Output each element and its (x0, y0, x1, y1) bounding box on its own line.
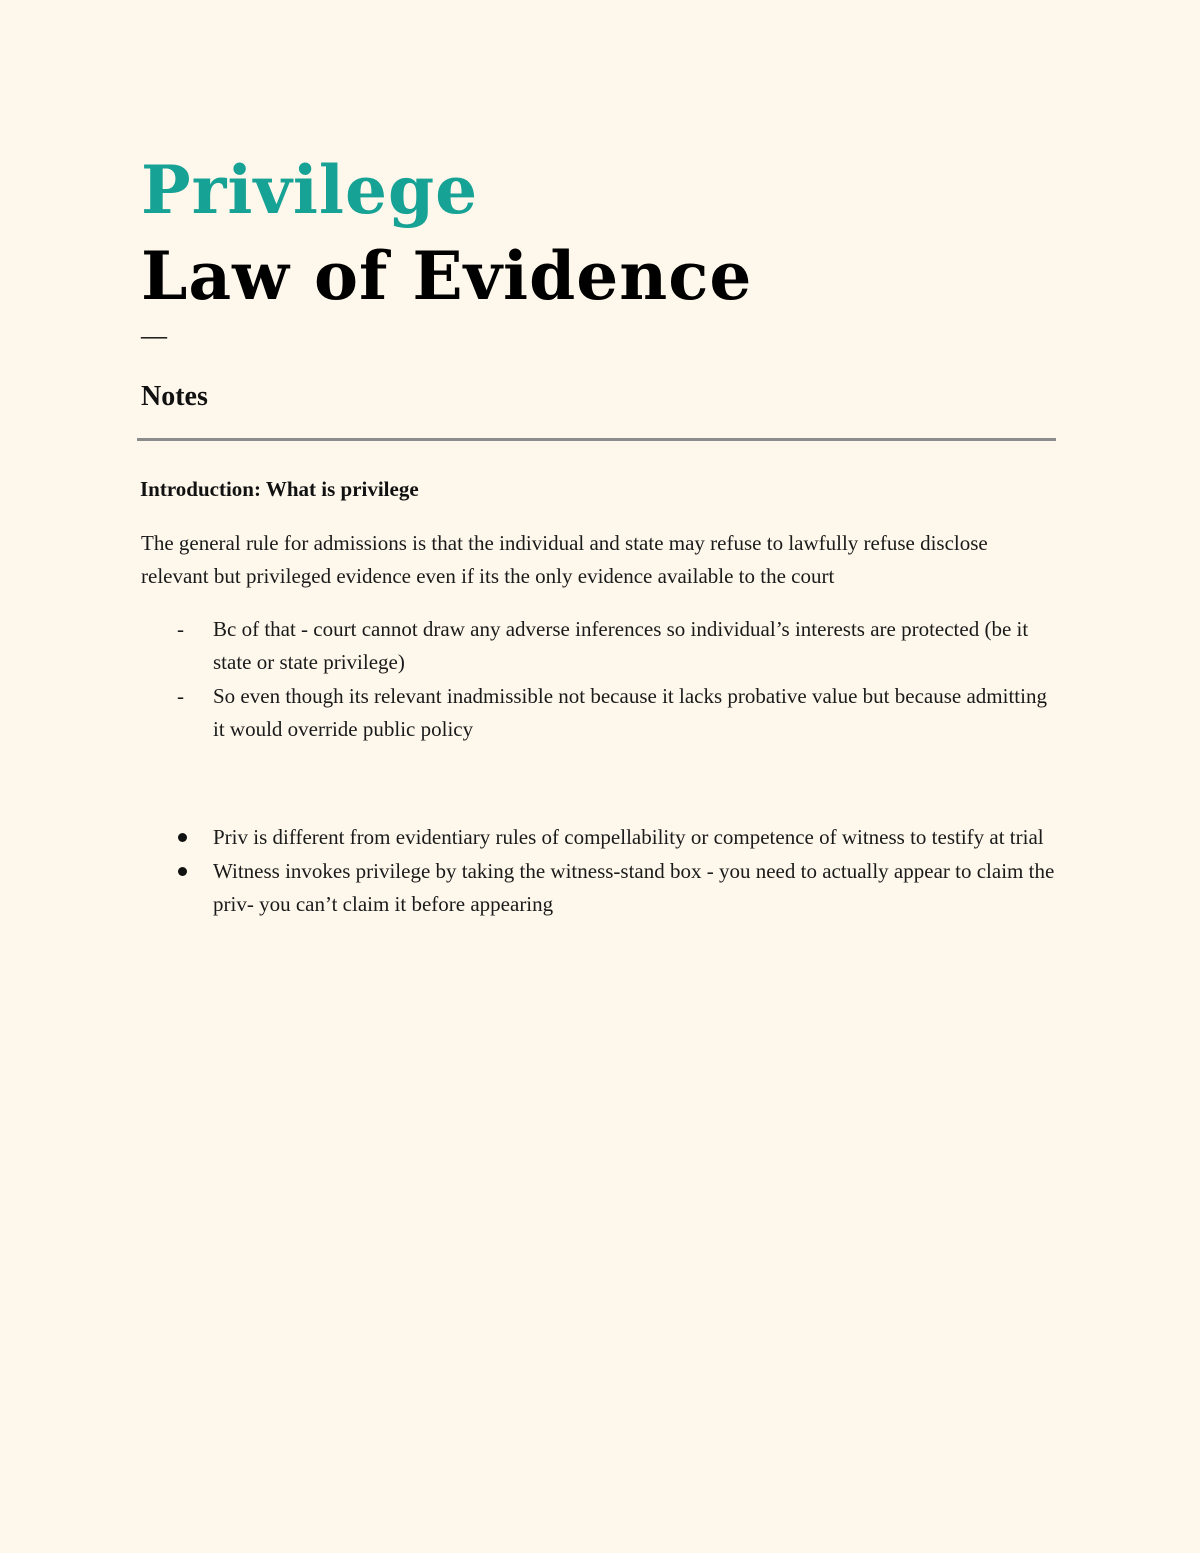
intro-paragraph: The general rule for admissions is that the individual and state may refuse to lawfully refuse disclose relevant but privileged evidence even if its the only evidence available to the court (141, 531, 988, 588)
list-item (141, 821, 1061, 854)
bullet-list (141, 821, 1061, 922)
title-separator: — (141, 321, 167, 350)
document-title: Law of Evidence (141, 237, 753, 315)
list-item-text: Witness invokes privilege by taking the witness-stand box - you need to actually appear to claim the priv- you can’t claim it before appearing (213, 859, 1055, 916)
dash-marker: - (177, 617, 184, 641)
bullet-dot-icon (178, 833, 187, 842)
section-heading-notes: Notes (141, 381, 208, 412)
bullet-dot-icon (178, 867, 187, 876)
list-item (141, 680, 1061, 746)
document-title-accent: Privilege (141, 151, 479, 229)
list-item (141, 613, 1061, 679)
dash-list (141, 613, 1061, 747)
dash-marker: - (177, 684, 184, 708)
list-item-text: Bc of that - court cannot draw any adverse inferences so individual’s interests are protected (be it state or state privilege) (213, 617, 1029, 674)
list-item (141, 855, 1061, 921)
horizontal-rule (137, 438, 1056, 441)
list-item-text: Priv is different from evidentiary rules of compellability or competence of witness to testify at trial (213, 825, 1044, 849)
list-item-text: So even though its relevant inadmissible not because it lacks probative value but because admitting it would override public policy (213, 684, 1047, 741)
intro-heading: Introduction: What is privilege (140, 477, 419, 501)
